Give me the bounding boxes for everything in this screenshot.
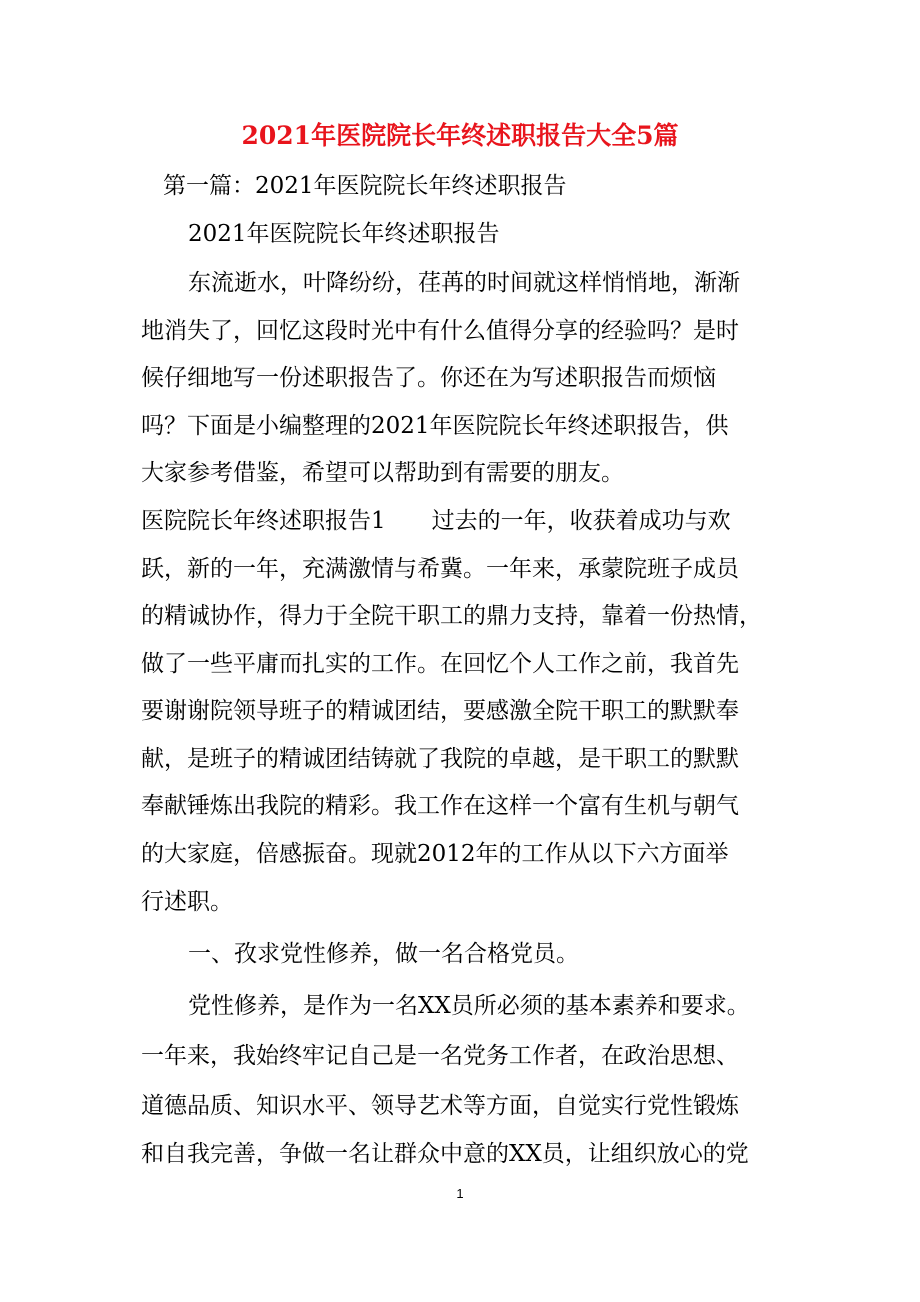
body-line: 道德品质、知识水平、领导艺术等方面，自觉实行党性锻炼 [141, 1093, 739, 1119]
body-line: 的精诚协作，得力于全院干职工的鼎力支持，靠着一份热情， [141, 603, 762, 629]
body-line: 地消失了，回忆这段时光中有什么值得分享的经验吗？是时 [141, 318, 739, 344]
body-line: 跃，新的一年，充满激情与希冀。一年来，承蒙院班子成员 [141, 556, 739, 582]
document-title: 2021年医院院长年终述职报告大全5篇 [241, 121, 679, 150]
body-line: 要谢谢院领导班子的精诚团结，要感激全院干职工的默默奉 [141, 698, 739, 724]
body-line: 医院院长年终述职报告1 过去的一年，收获着成功与欢 [141, 508, 731, 534]
body-line: 和自我完善，争做一名让群众中意的XX员，让组织放心的党 [141, 1141, 749, 1167]
body-line: 的大家庭，倍感振奋。现就2012年的工作从以下六方面举 [141, 841, 729, 867]
body-line: 行述职。 [141, 889, 233, 915]
section-point-heading: 一、孜求党性修养，做一名合格党员。 [188, 941, 579, 967]
section-heading: 第一篇：2021年医院院长年终述职报告 [163, 173, 567, 199]
body-line: 吗？下面是小编整理的2021年医院院长年终述职报告，供 [141, 413, 729, 439]
report-subtitle: 2021年医院院长年终述职报告 [188, 221, 500, 247]
body-line: 党性修养，是作为一名XX员所必须的基本素养和要求。 [188, 993, 750, 1019]
body-line: 候仔细地写一份述职报告了。你还在为写述职报告而烦恼 [141, 365, 716, 391]
body-line: 献，是班子的精诚团结铸就了我院的卓越，是干职工的默默 [141, 746, 739, 772]
page-number: 1 [456, 1186, 464, 1201]
body-line: 奉献锤炼出我院的精彩。我工作在这样一个富有生机与朝气 [141, 793, 739, 819]
body-line: 一年来，我始终牢记自己是一名党务工作者，在政治思想、 [141, 1043, 739, 1069]
body-line: 东流逝水，叶降纷纷，荏苒的时间就这样悄悄地，渐渐 [188, 270, 740, 296]
body-line: 做了一些平庸而扎实的工作。在回忆个人工作之前，我首先 [141, 651, 739, 677]
body-line: 大家参考借鉴，希望可以帮助到有需要的朋友。 [141, 460, 624, 486]
